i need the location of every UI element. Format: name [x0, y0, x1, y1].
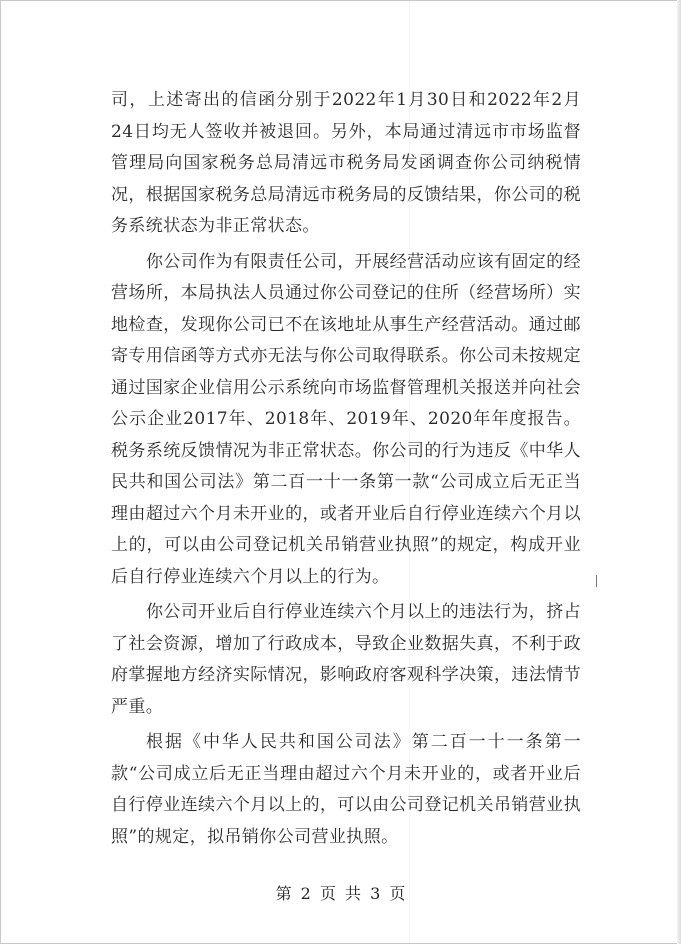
- paragraph-decision: 根据《中华人民共和国公司法》第二百一十一条第一款“公司成立后无正当理由超过六个月未开业的，或者开业后自行停业连续六个月以上的，可以由公司登记机关吊销营业执照”的规定，拟吊销你公司营业执照。: [111, 732, 581, 847]
- paragraph-continuation: 司，上述寄出的信函分别于2022年1月30日和2022年2月24日均无人签收并被退回。另外，本局通过清远市市场监督管理局向国家税务总局清远市税务局发函调查你公司纳税情况，根据国家税务总局清远市税务局的反馈结果，你公司的税务系统状态为非正常状态。: [111, 90, 581, 236]
- page-edge: [677, 0, 681, 944]
- paragraph-severity: 你公司开业后自行停业连续六个月以上的违法行为，挤占了社会资源，增加了行政成本，导致企业数据失真，不利于政府掌握地方经济实际情况，影响政府客观科学决策，违法情节严重。: [111, 602, 581, 717]
- paragraph-violation-facts: 你公司作为有限责任公司，开展经营活动应该有固定的经营场所，本局执法人员通过你公司登记的住所（经营场所）实地检查，发现你公司已不在该地址从事生产经营活动。通过邮寄专用信函等方式亦无法与你公司取得联系。你公司未按规定通过国家企业信用公示系统向市场监督管理机关报送并向社会公示企业2017年、2018年、2019年、2020年年度报告。税务系统反馈情况为非正常状态。你公司的行为违反《中华人民共和国公司法》第二百一十一条第一款“公司成立后无正当理由超过六个月未开业的，或者开业后自行停业连续六个月以上的，可以由公司登记机关吊销营业执照”的规定，构成开业后自行停业连续六个月以上的行为。: [111, 251, 581, 587]
- margin-mark: [596, 575, 597, 587]
- page-number-footer: 第 2 页 共 3 页: [275, 884, 408, 903]
- document-body: [111, 85, 581, 857]
